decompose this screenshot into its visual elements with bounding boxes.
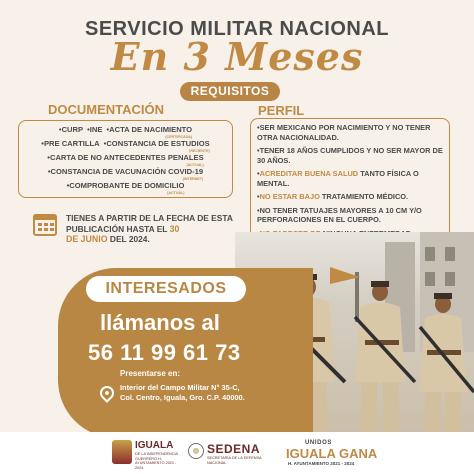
calendar-icon	[33, 214, 57, 236]
deadline-text: TIENES A PARTIR DE LA FECHA DE ESTA PUBLICACIÓN HASTA EL 30 DE JUNIO DEL 2024.	[66, 213, 233, 244]
title-line-1: SERVICIO MILITAR NACIONAL	[85, 18, 389, 40]
perfil-item: •TENER 18 AÑOS CUMPLIDOS Y NO SER MAYOR DE 30 AÑOS.	[257, 146, 443, 165]
title-line-2: En 3 Meses	[110, 34, 364, 79]
doc-row-2	[23, 139, 228, 153]
perfil-heading: PERFIL	[258, 103, 305, 118]
doc-row-3	[23, 153, 228, 167]
iguala-logo-text: IGUALA	[135, 440, 174, 451]
call-label: llámanos al	[100, 310, 220, 335]
perfil-item: •ACREDITAR BUENA SALUD TANTO FÍSICA O MENTAL.	[257, 169, 419, 188]
documentacion-list	[18, 120, 233, 198]
doc-item: •INE	[87, 125, 103, 134]
address-text: Interior del Campo Militar N° 35-C, Col. Centro, Iguala, Gro. C.P. 40000.	[120, 383, 245, 402]
perfil-item: •NO ESTAR BAJO TRATAMIENTO MÉDICO.	[257, 192, 409, 201]
perfil-item: •SER MEXICANO POR NACIMIENTO Y NO TENER OTRA NACIONALIDAD.	[257, 123, 431, 142]
unidos-sub-text: H. AYUNTAMIENTO 2021 - 2024	[288, 461, 355, 466]
unidos-main-text: IGUALA GANA	[286, 446, 378, 461]
doc-item: •CONSTANCIA DE ESTUDIOS (RECIENTE)	[103, 139, 210, 153]
phone-number[interactable]: 56 11 99 61 73	[88, 340, 241, 365]
requisitos-badge: REQUISITOS	[180, 82, 280, 101]
doc-row-4	[23, 167, 228, 181]
doc-row-1	[23, 125, 228, 139]
iguala-logo-subtext: DE LA INDEPENDENCIA GUERRERO H. AYUNTAMIENTO 2021 - 2024	[135, 452, 178, 470]
interesados-heading: INTERESADOS	[86, 276, 246, 302]
iguala-logo-icon	[112, 440, 132, 464]
doc-item: •CURP	[58, 125, 84, 134]
doc-row-5	[23, 181, 228, 195]
doc-item: •CONSTANCIA DE VACUNACIÓN COVID-19 (INTERNET)	[47, 167, 204, 181]
sedena-logo-subtext: SECRETARÍA DE LA DEFENSA NACIONAL	[207, 456, 262, 465]
sedena-seal-icon	[188, 443, 204, 459]
doc-item: •CARTA DE NO ANTECEDENTES PENALES (ACTUAL)	[47, 153, 204, 167]
doc-item: •PRE CARTILLA	[41, 139, 100, 148]
doc-item: •COMPROBANTE DE DOMICILIO (ACTUAL)	[66, 181, 185, 195]
perfil-item: •NO TENER TATUAJES MAYORES A 10 CM Y/O PERFORACIONES EN EL CUERPO.	[257, 205, 422, 224]
documentacion-heading: DOCUMENTACIÓN	[48, 102, 165, 117]
perfil-list	[250, 118, 450, 248]
present-label: Presentarse en:	[120, 369, 181, 378]
sedena-logo-text: SEDENA	[207, 442, 261, 456]
doc-item: •ACTA DE NACIMIENTO (CERTIFICADA)	[106, 125, 193, 139]
unidos-top-text: UNIDOS	[305, 440, 332, 446]
